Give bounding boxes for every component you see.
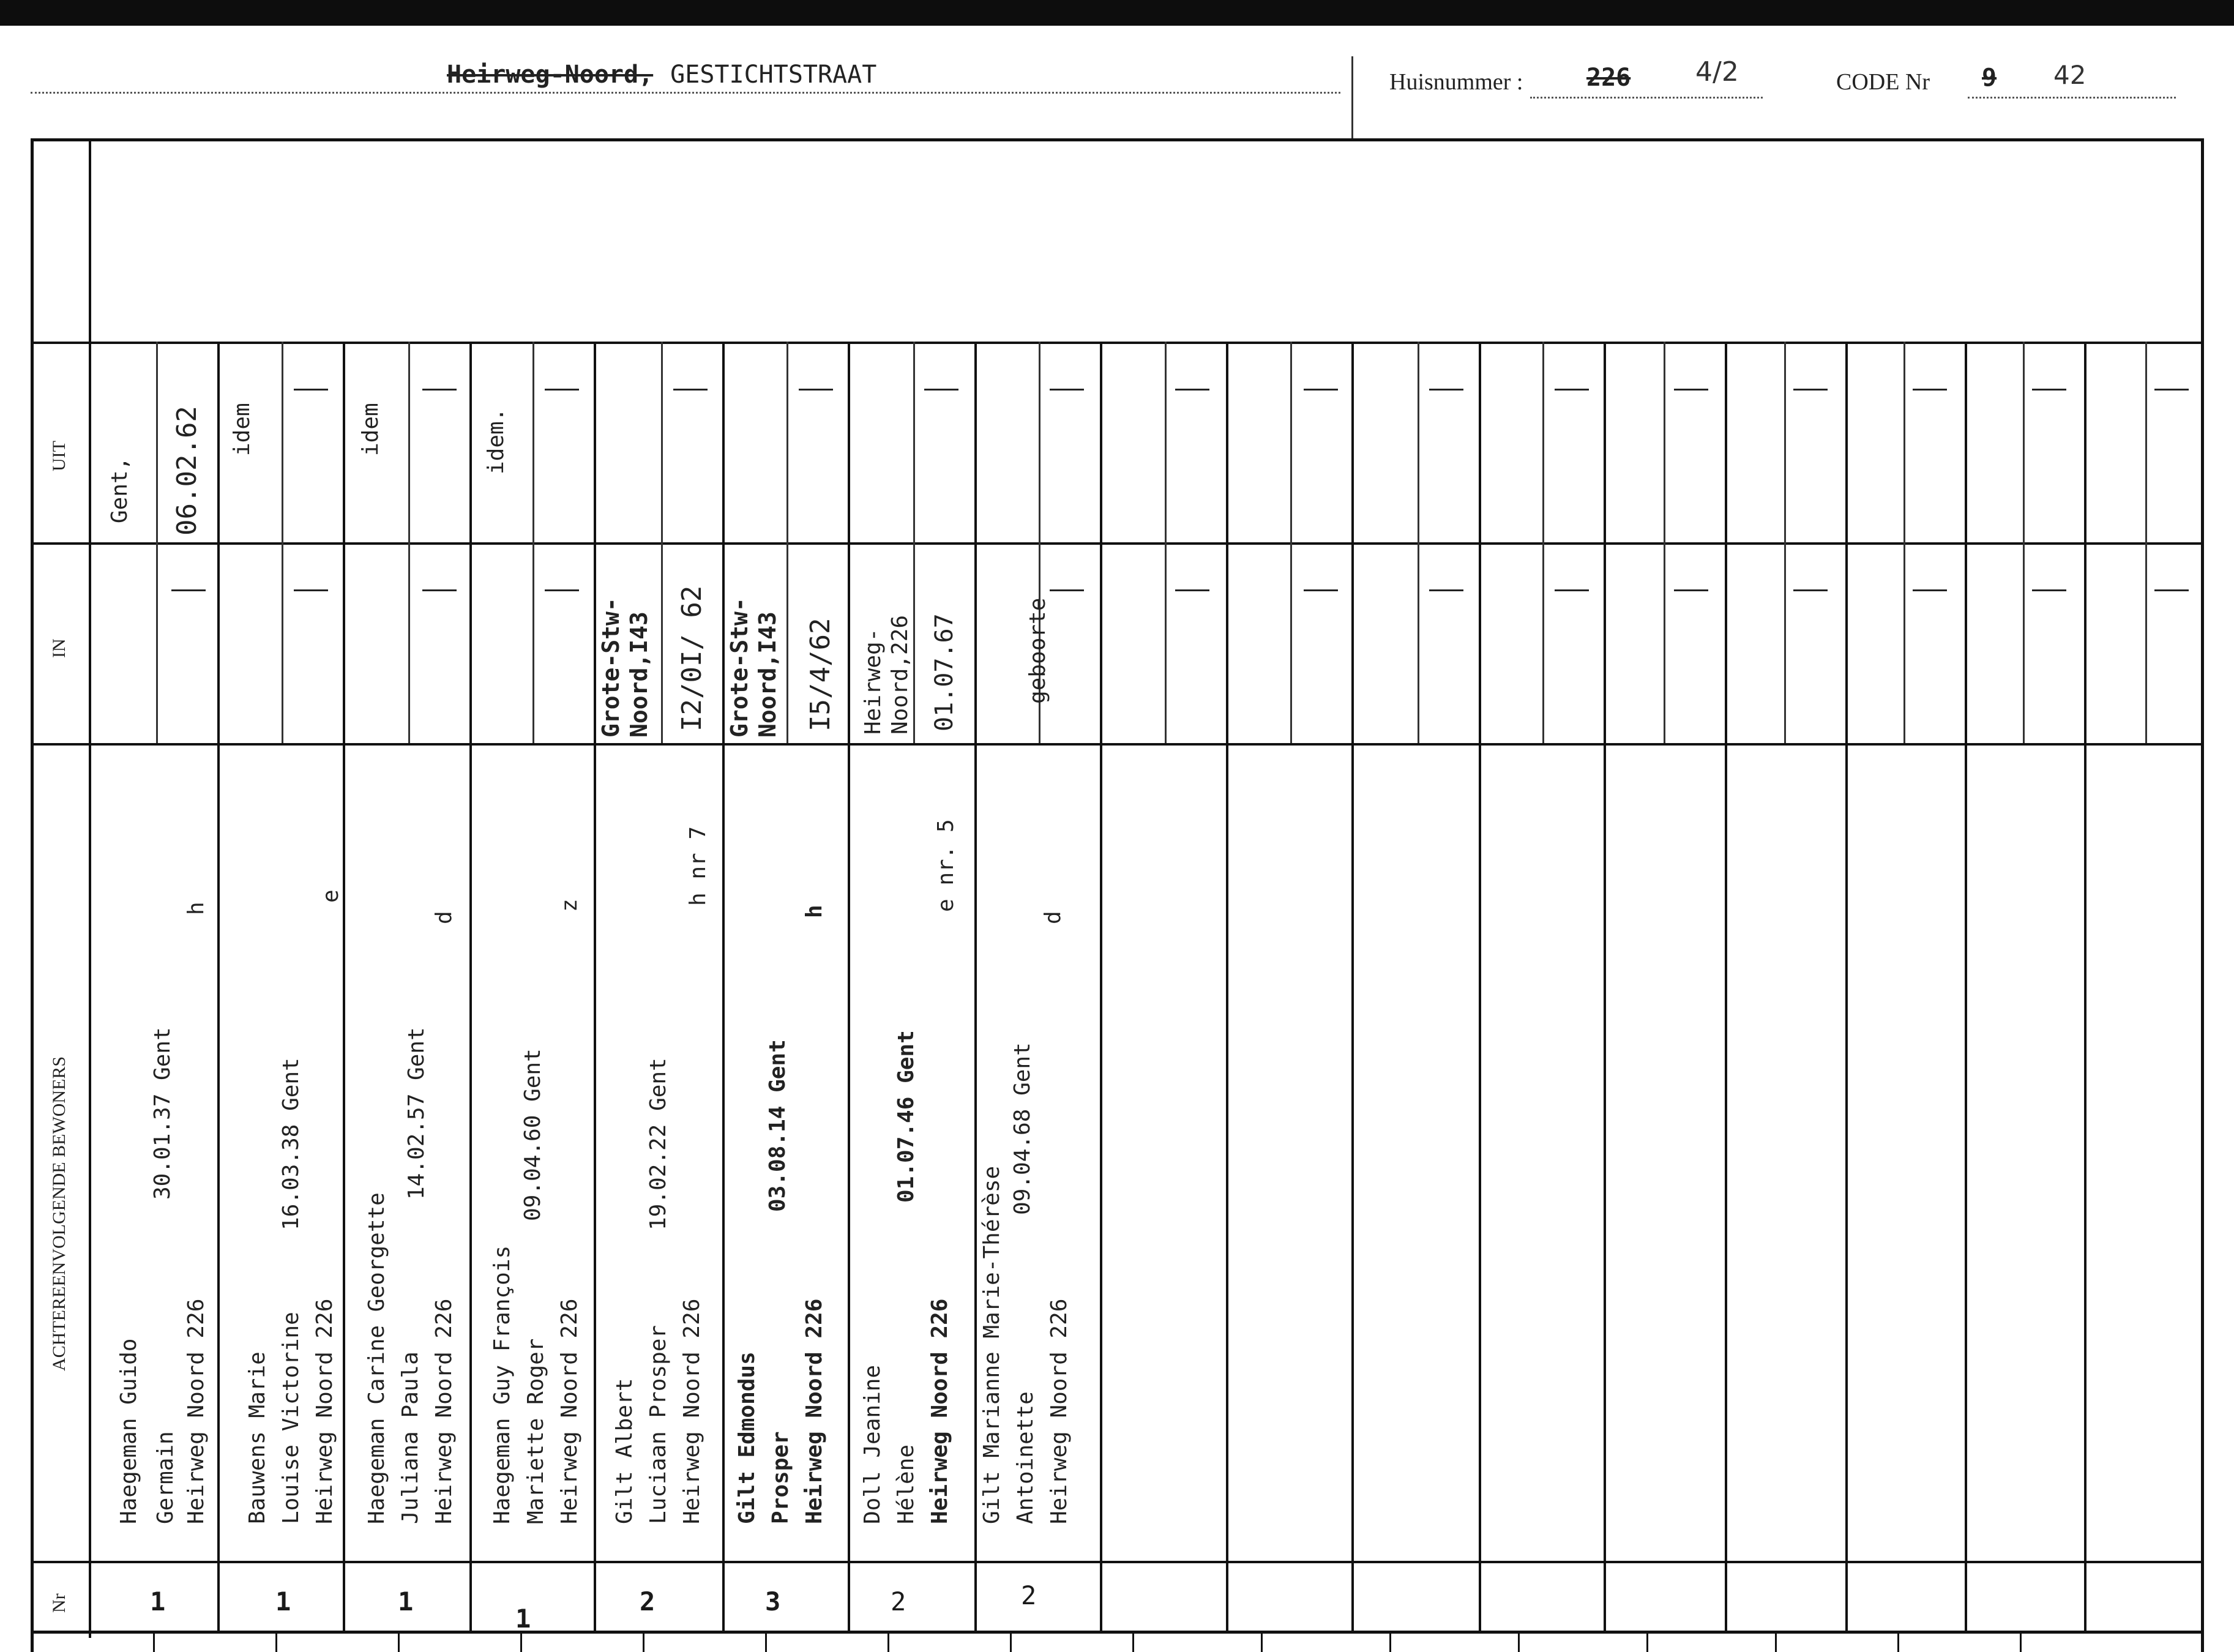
huisnummer-label: Huisnummer : (1389, 69, 1523, 95)
entry-letter: h (802, 905, 827, 918)
dash (1175, 589, 1209, 591)
entry-nr: 1 (275, 1587, 291, 1616)
scan-top-border (0, 0, 2234, 26)
form-top-border (31, 138, 2203, 141)
entry-line1: Gilt Marianne Marie-Thérèse (979, 1165, 1004, 1524)
entry-address: Heirweg Noord 226 (802, 1298, 827, 1524)
col-divider (1479, 342, 1481, 1631)
dash (1050, 589, 1084, 591)
entry-in-date: I5/4/62 (805, 618, 836, 731)
col-divider (722, 342, 725, 1631)
entry-nr: 2 (1021, 1580, 1037, 1610)
dash (1913, 389, 1947, 391)
entry-letter: d (1040, 911, 1066, 924)
sub-divider (786, 342, 788, 743)
sub-divider (1290, 342, 1292, 743)
dash (1555, 589, 1589, 591)
col-divider (2084, 342, 2086, 1631)
entry-date-place: 19.02.22 Gent (646, 1058, 671, 1230)
code-value: 42 (2053, 60, 2086, 90)
entry-line2: Antoinette (1013, 1391, 1038, 1524)
dash (1913, 589, 1947, 591)
entry-nr: 2 (891, 1587, 906, 1616)
bottom-tick (1775, 1631, 1777, 1652)
street-header (447, 60, 876, 89)
bottom-tick (1261, 1631, 1263, 1652)
bottom-tick (1010, 1631, 1012, 1652)
dash (1304, 389, 1338, 391)
huisnummer-struck: 226 (1586, 64, 1631, 92)
entry-line1: Gilt Edmondus (734, 1351, 760, 1524)
bottom-tick (1646, 1631, 1648, 1652)
entry-date-place: 03.08.14 Gent (765, 1039, 790, 1212)
dash (924, 389, 958, 391)
bewoners-nr-line (31, 1561, 2203, 1563)
huisnummer-dotted-line (1530, 97, 1763, 99)
entry-nr: 1 (398, 1587, 414, 1616)
entry-line1: Haegeman Guy François (490, 1245, 515, 1524)
entry-line1: Doll Jeanine (860, 1364, 885, 1524)
col-divider (1725, 342, 1727, 1631)
sub-divider (2023, 342, 2025, 743)
entry-line2: Hélène (894, 1444, 919, 1524)
entry-line1: Haegeman Carine Georgette (364, 1192, 389, 1524)
dash (2154, 589, 2189, 591)
sub-divider (408, 342, 410, 743)
bottom-tick (2020, 1631, 2022, 1652)
entry-address: Heirweg Noord 226 (312, 1298, 337, 1524)
street-dotted-line (31, 92, 1340, 94)
col-divider (594, 342, 596, 1631)
bottom-tick (887, 1631, 889, 1652)
sub-divider (1542, 342, 1544, 743)
entry-letter: z (557, 899, 582, 912)
entry-in: Grote-Stw-Noord,I43 (597, 597, 652, 738)
dash (2032, 389, 2066, 391)
uit-label: UIT (49, 441, 69, 471)
entry-letter: e nr. 5 (933, 819, 958, 912)
bottom-tick (153, 1631, 155, 1652)
entry-address: Heirweg Noord 226 (679, 1298, 704, 1524)
entry-in: Heirweg-Noord,226 (861, 615, 913, 734)
street-struck: Heirweg-Noord, (447, 61, 654, 89)
dash (1674, 389, 1708, 391)
entry-line2: Prosper (768, 1431, 793, 1524)
col-divider (1351, 342, 1354, 1631)
entry-line2: Germain (153, 1431, 178, 1524)
entry-date-place: 16.03.38 Gent (278, 1058, 304, 1230)
col-divider (343, 342, 345, 1631)
dash (1429, 589, 1463, 591)
dash (545, 389, 579, 391)
col-divider (217, 342, 220, 1631)
dash (1674, 589, 1708, 591)
col-divider (1845, 342, 1848, 1631)
bottom-tick (1897, 1631, 1899, 1652)
form-bottom-line (31, 1631, 2203, 1634)
entry-line1: Haegeman Guido (116, 1338, 141, 1524)
entry-line2: Juliana Paula (398, 1351, 423, 1524)
entry-uit: idem (358, 403, 383, 456)
entry-uit: idem (230, 403, 255, 456)
entry-in-date: I2/0I/ 62 (676, 585, 708, 731)
entry-in: geboorte (1025, 597, 1050, 704)
in-bewoners-line (31, 743, 2203, 746)
sub-divider (1418, 342, 1419, 743)
sub-divider (282, 342, 283, 743)
entry-date-place: 09.04.60 Gent (520, 1048, 545, 1221)
form-left-border (31, 138, 34, 1652)
dash (422, 589, 457, 591)
entry-address: Heirweg Noord 226 (927, 1298, 952, 1524)
dash (171, 589, 206, 591)
entry-address: Heirweg Noord 226 (431, 1298, 457, 1524)
bottom-tick (275, 1631, 277, 1652)
bottom-tick (1132, 1631, 1134, 1652)
form-right-border (2201, 138, 2204, 1652)
bottom-tick (1389, 1631, 1391, 1652)
entry-letter: d (431, 911, 457, 924)
bottom-tick (1518, 1631, 1520, 1652)
entry-address: Heirweg Noord 226 (1047, 1298, 1072, 1524)
label-column-divider (89, 138, 91, 1638)
sub-divider (532, 342, 534, 743)
huisnummer-value: 4/2 (1695, 56, 1739, 88)
col-divider (1965, 342, 1967, 1631)
entry-nr: 1 (515, 1604, 531, 1634)
dash (294, 589, 328, 591)
entry-address: Heirweg Noord 226 (557, 1298, 582, 1524)
dash (545, 589, 579, 591)
entry-letter: h (184, 902, 209, 915)
entry-uit-date: 06.02.62 (171, 406, 203, 536)
entry-nr: 1 (150, 1587, 166, 1616)
col-divider (1604, 342, 1606, 1631)
entry-line2: Louise Victorine (278, 1312, 304, 1524)
entry-line1: Bauwens Marie (245, 1351, 270, 1524)
dash (1050, 389, 1084, 391)
dash (1793, 589, 1828, 591)
dash (1429, 389, 1463, 391)
uit-in-line (31, 542, 2203, 545)
code-dotted-line (1968, 97, 2176, 99)
dash (2154, 389, 2189, 391)
sub-divider (1784, 342, 1786, 743)
bottom-tick (520, 1631, 522, 1652)
street-name: GESTICHTSTRAAT (670, 61, 877, 89)
nr-label: Nr (49, 1593, 69, 1613)
bewoners-label: ACHTEREENVOLGENDE BEWONERS (49, 1056, 69, 1371)
bottom-tick (398, 1631, 400, 1652)
sub-divider (156, 342, 158, 743)
dash (1175, 389, 1209, 391)
sub-divider (661, 342, 663, 743)
entry-date-place: 30.01.37 Gent (150, 1027, 175, 1200)
code-struck: 9 (1982, 64, 1997, 92)
in-label: IN (49, 638, 69, 658)
dash (1304, 589, 1338, 591)
entry-date-place: 14.02.57 Gent (404, 1027, 429, 1200)
uit-top-line (31, 342, 2203, 344)
col-divider (469, 342, 472, 1631)
entry-line1: Gilt Albert (612, 1378, 637, 1524)
header-divider (1351, 56, 1353, 139)
entry-in: Grote-Stw-Noord,I43 (726, 597, 781, 738)
sub-divider (1664, 342, 1665, 743)
entry-address: Heirweg Noord 226 (184, 1298, 209, 1524)
dash (673, 389, 708, 391)
entry-date-place: 09.04.68 Gent (1010, 1042, 1035, 1215)
dash (2032, 589, 2066, 591)
sub-divider (1903, 342, 1905, 743)
col-divider (1100, 342, 1102, 1631)
entry-nr: 3 (765, 1587, 781, 1616)
bottom-tick (643, 1631, 644, 1652)
col-divider (848, 342, 850, 1631)
entry-date-place: 01.07.46 Gent (894, 1030, 919, 1203)
dash (422, 389, 457, 391)
code-label: CODE Nr (1836, 69, 1930, 95)
dash (294, 389, 328, 391)
bottom-tick (765, 1631, 767, 1652)
entry-letter: h nr 7 (686, 826, 711, 906)
entry-nr: 2 (640, 1587, 656, 1616)
entry-in-date: 01.07.67 (930, 613, 958, 731)
entry-uit: idem. (484, 408, 509, 474)
entry-line2: Mariette Roger (523, 1338, 548, 1524)
col-divider (1226, 342, 1228, 1631)
dash (1793, 389, 1828, 391)
col-divider (974, 342, 977, 1631)
entry-letter: e (318, 889, 343, 903)
entry-line2: Luciaan Prosper (646, 1325, 671, 1524)
entry-uit: Gent, (107, 457, 132, 523)
sub-divider (1165, 342, 1167, 743)
dash (799, 389, 833, 391)
dash (1555, 389, 1589, 391)
sub-divider (2145, 342, 2147, 743)
